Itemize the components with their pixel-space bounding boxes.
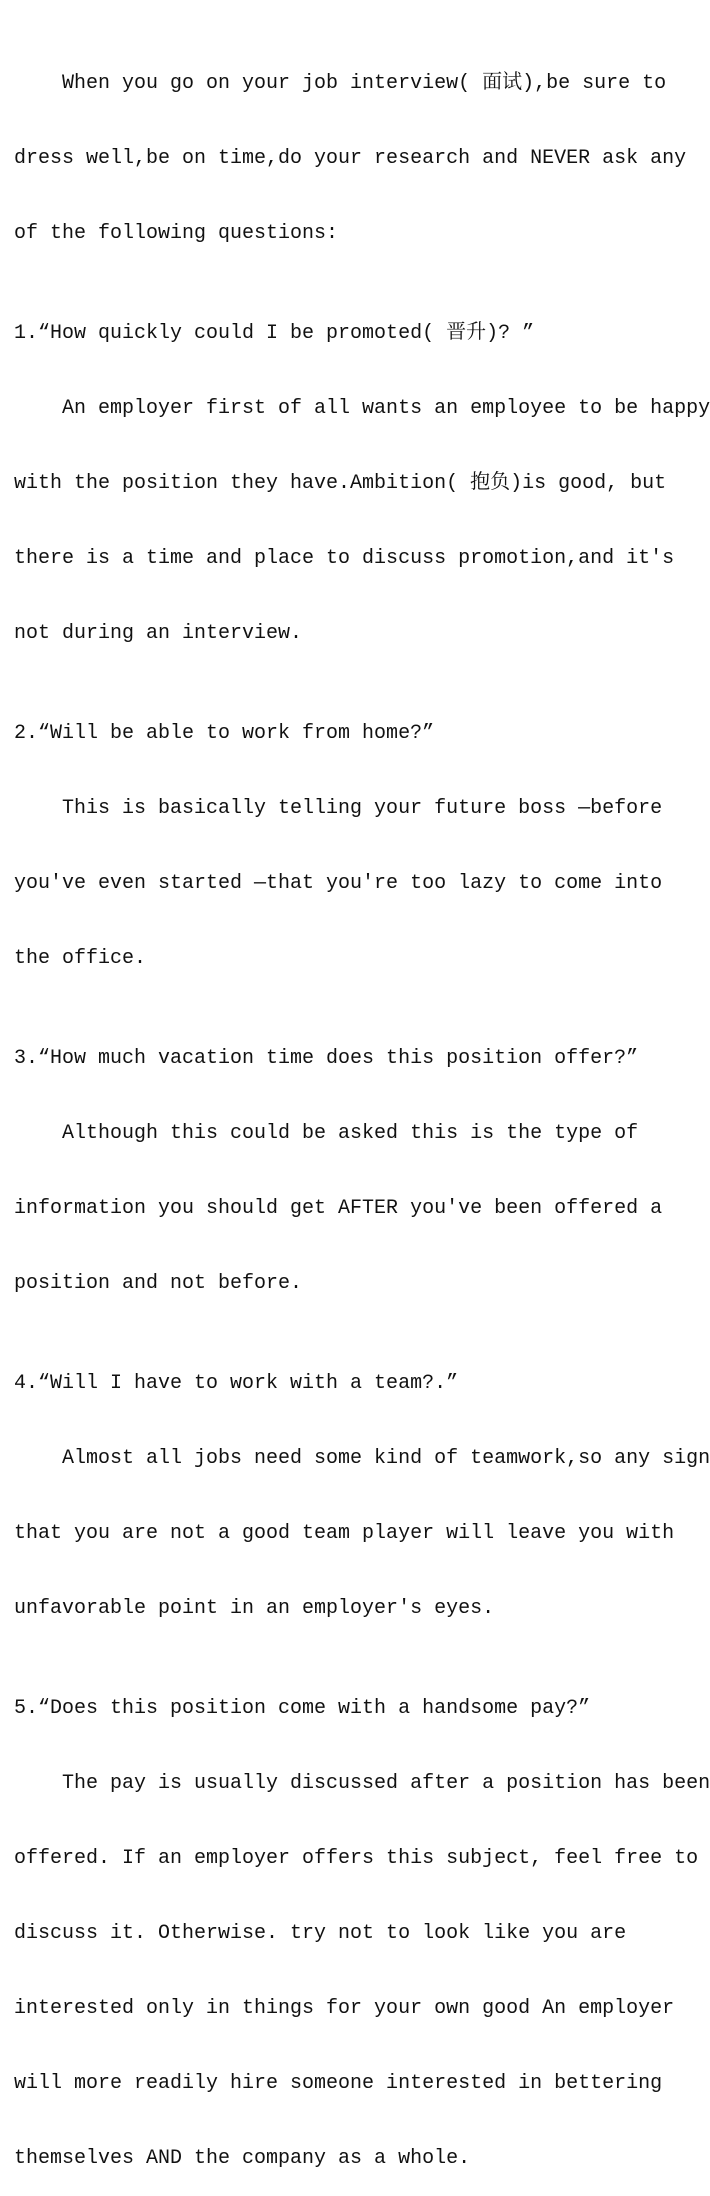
question-5-text-line: themselves AND the company as a whole.: [14, 2147, 471, 2170]
intro-line-1: When you go on your job interview( 面试),be sure to: [14, 72, 667, 95]
question-3-text-line: Although this could be asked this is the type of: [14, 1122, 639, 1145]
question-1-text-line: An employer first of all wants an employee to be happy: [14, 397, 710, 420]
question-5-text-line: discuss it. Otherwise. try not to look like you are: [14, 1922, 627, 1945]
question-1-text-line: not during an interview.: [14, 622, 303, 645]
question-5-text-line: offered. If an employer offers this subject, feel free to: [14, 1847, 699, 1870]
question-5-text-line: will more readily hire someone interested in bettering: [14, 2072, 663, 2095]
question-3-text-line: information you should get AFTER you've been offered a: [14, 1197, 663, 1220]
intro-line-3: of the following questions:: [14, 222, 339, 245]
question-2-text-line: you've even started —that you're too lazy to come into: [14, 872, 663, 895]
question-2-text-line: This is basically telling your future boss —before: [14, 797, 663, 820]
question-3-heading: 3.“How much vacation time does this position offer?”: [14, 1047, 639, 1070]
intro-line-2: dress well,be on time,do your research and NEVER ask any: [14, 147, 687, 170]
question-1-text-line: with the position they have.Ambition( 抱负)is good, but: [14, 472, 667, 495]
question-4-text-line: that you are not a good team player will leave you with: [14, 1522, 675, 1545]
question-2-heading: 2.“Will be able to work from home?”: [14, 722, 435, 745]
question-4-heading: 4.“Will I have to work with a team?.”: [14, 1372, 459, 1395]
question-1-text-line: there is a time and place to discuss promotion,and it's: [14, 547, 675, 570]
question-2-text-line: the office.: [14, 947, 147, 970]
question-4-text-line: unfavorable point in an employer's eyes.: [14, 1597, 495, 1620]
question-3-text-line: position and not before.: [14, 1272, 303, 1295]
question-5-text-line: interested only in things for your own good An employer: [14, 1997, 675, 2020]
question-1-heading: 1.“How quickly could I be promoted( 晋升)? ”: [14, 322, 535, 345]
question-5-text-line: The pay is usually discussed after a position has been: [14, 1772, 710, 1795]
question-5-heading: 5.“Does this position come with a handsome pay?”: [14, 1697, 591, 1720]
question-4-text-line: Almost all jobs need some kind of teamwork,so any sign: [14, 1447, 710, 1470]
